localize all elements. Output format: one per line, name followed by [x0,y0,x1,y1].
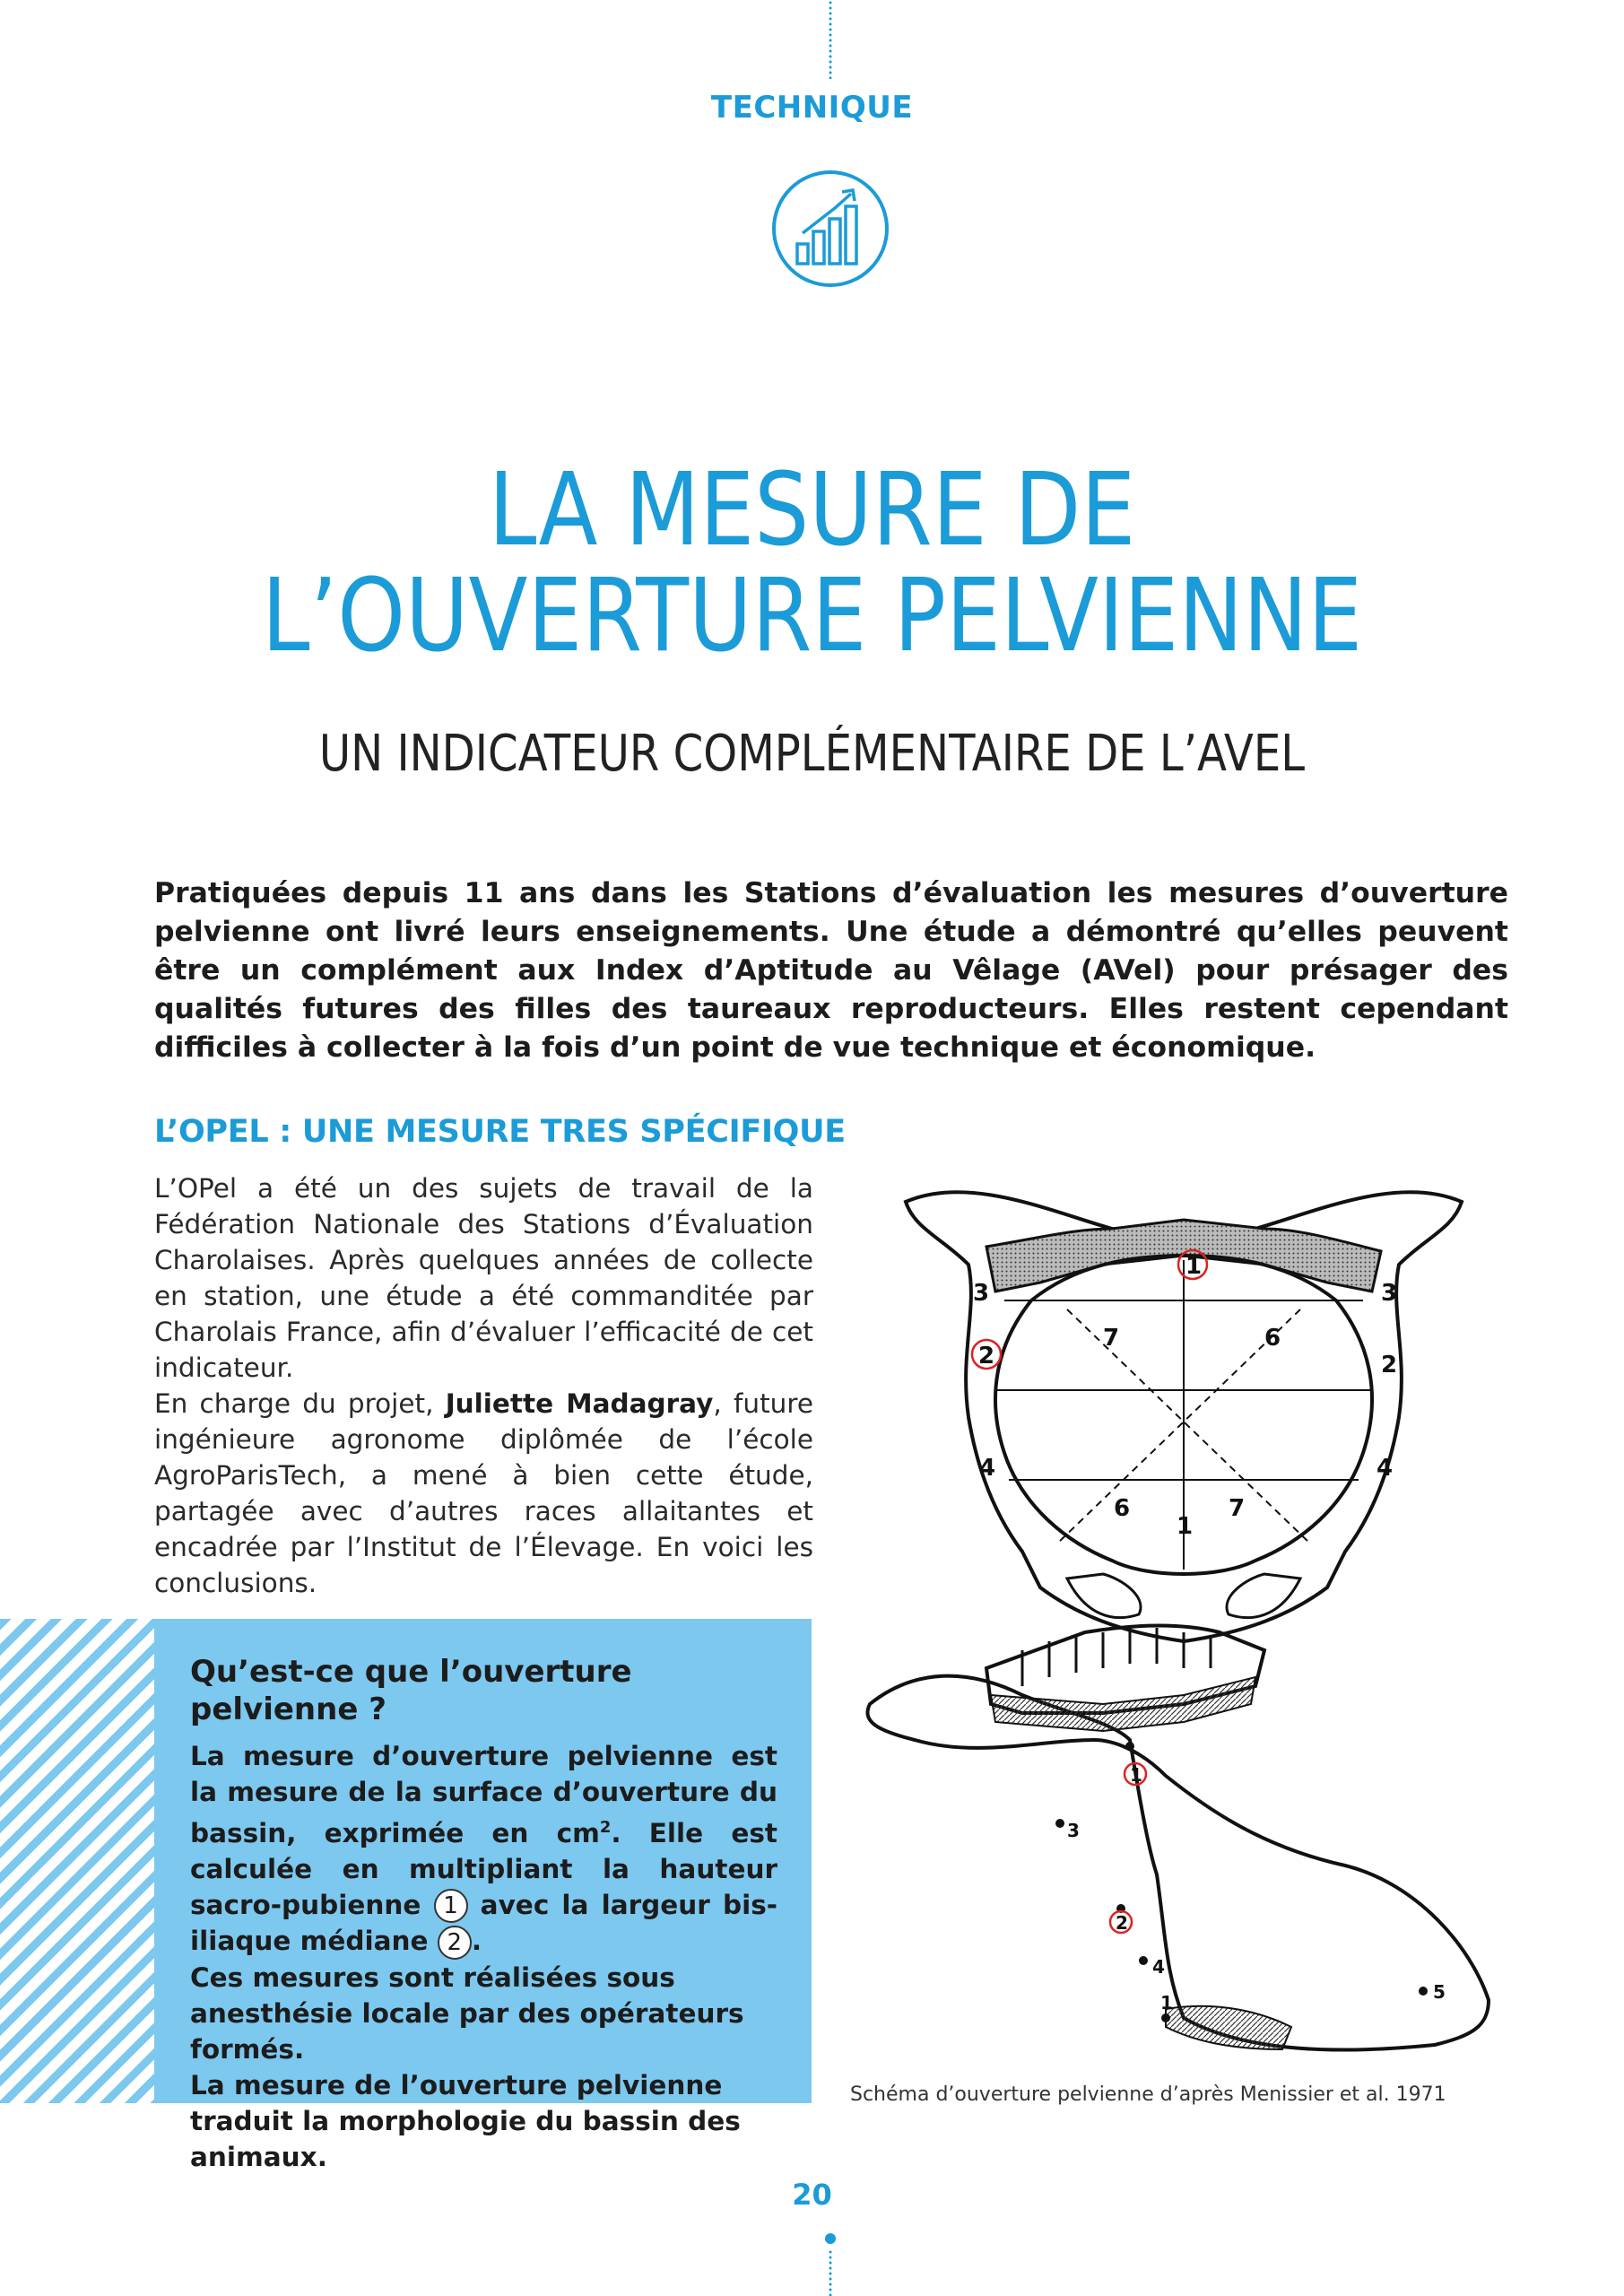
side-label-4: 4 [1152,1956,1165,1978]
front-label-1: 1 [1185,1253,1203,1280]
info-superscript: 2 [599,1818,612,1837]
info-box-title: Qu’est-ce que l’ouverture pelvienne ? [190,1654,632,1727]
side-label-3: 3 [1067,1820,1080,1841]
top-dotted-line [829,0,832,79]
side-label-5: 5 [1433,1981,1446,2003]
diagram-caption: Schéma d’ouverture pelvienne d’après Menissier et al. 1971 [850,2083,1446,2106]
info-box-paragraph-3: La mesure de l’ouverture pelvienne traduit la morphologie du bassin des animaux. [190,2069,741,2172]
side-label-1: 1 [1130,1764,1142,1786]
section-label: TECHNIQUE [710,90,914,126]
bottom-dot [825,2233,836,2244]
front-label-7-top: 7 [1103,1325,1120,1352]
body-text [154,1170,813,1601]
front-label-4-left: 4 [979,1455,996,1482]
info-text-part4: . [471,1926,482,1957]
pelvis-side-view [867,1626,1489,2050]
info-box-paragraph-1 [190,1738,777,1960]
main-title [114,452,1510,674]
marker-2-icon: 2 [438,1926,472,1960]
info-box-body [190,1738,777,2175]
author-name: Juliette Madagray [445,1388,714,1419]
front-label-3-left: 3 [973,1280,990,1307]
info-text-part2: . Elle est calculée en multipliant la hauteur sacro-pubienne [190,1817,777,1920]
front-label-7-bottom: 7 [1229,1495,1246,1522]
pelvis-diagram [843,1166,1524,2099]
body-paragraph-1: L’OPel a été un des sujets de travail de la Fédération Nationale des Stations d’Évaluation Charolaises. Après quelques années de collecte en station, une étude a été commanditée par Charolais France, afin d’évaluer l’efficacité de cet indicateur. [154,1173,813,1383]
info-text-part1: La mesure d’ouverture pelvienne est la mesure de la surface d’ouverture du bassin, exprimée en cm [190,1741,777,1848]
pelvis-side-points [1055,1742,1428,2022]
side-label-2: 2 [1116,1912,1128,1934]
decorative-stripes [0,1619,154,2103]
lead-paragraph: Pratiquées depuis 11 ans dans les Stations d’évaluation les mesures d’ouverture pelvienne ont livré leurs enseignements. Une étude a démontré qu’elles peuvent être un complément aux Index d’Aptitude au Vêlage (AVel) pour présager des qualités futures des filles des taureaux reproducteurs. Elles restent cependant difficiles à collecter à la fois d’un point de vue technique et économique. [154,877,1508,1064]
front-label-3-right: 3 [1381,1280,1398,1307]
pelvis-side-labels [1067,1764,1446,2013]
info-text-part3: avec la largeur bis-iliaque médiane [190,1889,777,1957]
front-label-1-bottom: 1 [1177,1513,1194,1540]
main-title-line2: L’OUVERTURE PELVIENNE [261,558,1363,674]
body-paragraph-2 [154,1386,813,1601]
side-label-1-bottom: 1 [1160,1992,1173,2013]
bottom-dotted-line [829,2249,832,2296]
body-paragraph-2-end: , future ingénieure agronome diplômée de l’école AgroParisTech, a mené à bien cette étude, partagée avec d’autres races allaitantes et encadrée par l’Institut de l’Élevage. En voici les conclusions. [154,1388,814,1598]
marker-1-icon: 1 [434,1889,468,1923]
pelvis-side-red-markers [1110,1763,1146,1933]
subtitle: UN INDICATEUR COMPLÉMENTAIRE DE L’AVEL [318,725,1306,783]
front-label-2-right: 2 [1381,1352,1398,1378]
body-paragraph-2-start: En charge du projet, [154,1388,446,1419]
front-label-4-right: 4 [1376,1455,1394,1482]
front-label-6-top: 6 [1264,1325,1281,1352]
chart-growth-icon [770,169,890,289]
front-label-2-left: 2 [978,1343,995,1370]
page-number: 20 [792,2178,832,2212]
front-label-6-bottom: 6 [1114,1495,1131,1522]
info-box-paragraph-2: Ces mesures sont réalisées sous anesthésie locale par des opérateurs formés. [190,1961,744,2065]
main-title-line1: LA MESURE DE [488,452,1136,569]
section-heading: L’OPEL : UNE MESURE TRES SPÉCIFIQUE [154,1114,846,1150]
